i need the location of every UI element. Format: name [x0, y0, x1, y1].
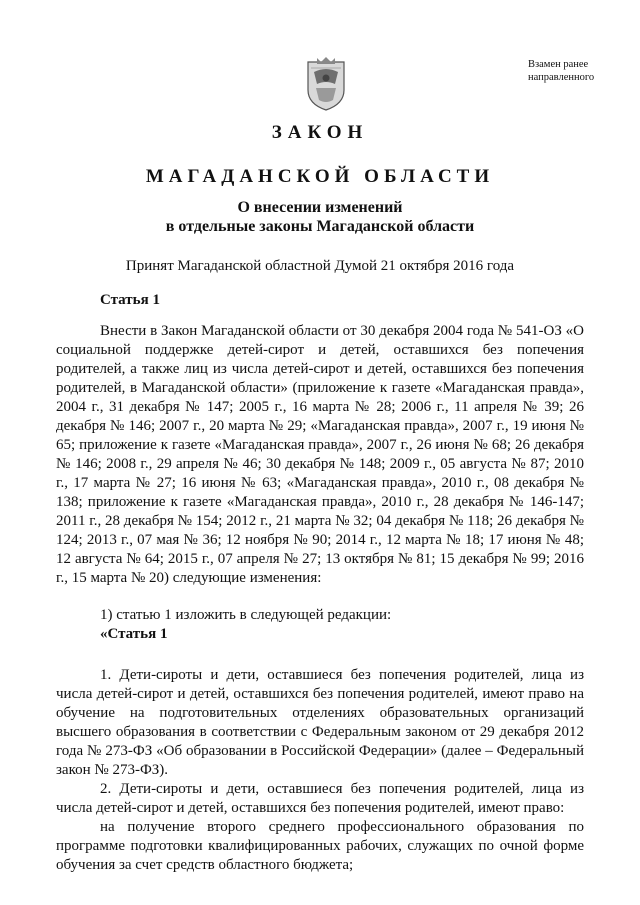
subject-line-2: в отдельные законы Магаданской области — [165, 218, 475, 235]
quoted-article-heading: «Статья 1 — [100, 626, 168, 642]
coat-of-arms-icon — [305, 56, 347, 112]
region-title: МАГАДАНСКОЙ ОБЛАСТИ — [145, 166, 495, 187]
quoted-paragraph-1: 1. Дети-сироты и дети, оставшиеся без попечения родителей, лица из числа детей-сирот и детей, оставшихся без попечения родителей, имеют право на обучение на подготовительных отделениях образовательных организаций высшего образования в соответствии с Федеральным законом от 29 декабря 2012 года № 273-ФЗ «Об образовании в Российской Федерации» (далее – Федеральный закон № 273-ФЗ). — [56, 667, 584, 778]
quoted-paragraph-3: на получение второго среднего профессионального образования по программе подготовки квалифицированных рабочих, служащих по очной форме обучения за счет средств областного бюджета; — [56, 819, 584, 873]
quoted-paragraph-2: 2. Дети-сироты и дети, оставшиеся без попечения родителей, лица из числа детей-сирот и детей, оставшихся без попечения родителей, имеют право: — [56, 781, 584, 816]
subject-line-1: О внесении изменений — [237, 199, 403, 216]
note-line-2: направленного — [528, 72, 595, 83]
amendment-item-1: 1) статью 1 изложить в следующей редакции: — [100, 607, 392, 623]
document-type-title: ЗАКОН — [271, 122, 369, 143]
replacement-note — [528, 58, 628, 84]
law-subject — [0, 198, 640, 236]
article-body — [56, 322, 584, 875]
article-heading: Статья 1 — [100, 292, 160, 308]
adoption-line: Принят Магаданской областной Думой 21 октября 2016 года — [125, 258, 515, 274]
article-intro-paragraph: Внести в Закон Магаданской области от 30 декабря 2004 года № 541-ОЗ «О социальной поддержке детей-сирот и детей, оставшихся без попечения родителей, а также лиц из числа детей-сирот и детей, оставшихся без попечения родителей, в Магаданской области» (приложение к газете «Магаданская правда», 2004 г., 31 декабря № 147; 2005 г., 16 марта № 28; 2006 г., 11 апреля № 39; 26 декабря № 146; 2007 г., 20 марта № 29; «Магаданская правда», 2007 г., 19 июня № 65; приложение к газете «Магаданская правда», 2007 г., 26 июня № 68; 26 декабря № 146; 2008 г., 29 апреля № 46; 30 декабря № 148; 2009 г., 05 августа № 87; 2010 г., 17 марта № 27; 16 июня № 63; «Магаданская правда», 2010 г., 08 декабря № 138; приложение к газете «Магаданская правда», 2010 г., 28 декабря № 146-147; 2011 г., 28 декабря № 154; 2012 г., 21 марта № 32; 04 декабря № 118; 26 декабря № 124; 2013 г., 07 мая № 36; 12 ноября № 90; 2014 г., 12 марта № 18; 17 июня № 48; 12 августа № 64; 2015 г., 07 апреля № 27; 13 октября № 81; 15 декабря № 99; 2016 г., 15 марта № 20) следующие изменения: — [56, 323, 584, 586]
note-line-1: Взамен ранее — [528, 59, 589, 70]
